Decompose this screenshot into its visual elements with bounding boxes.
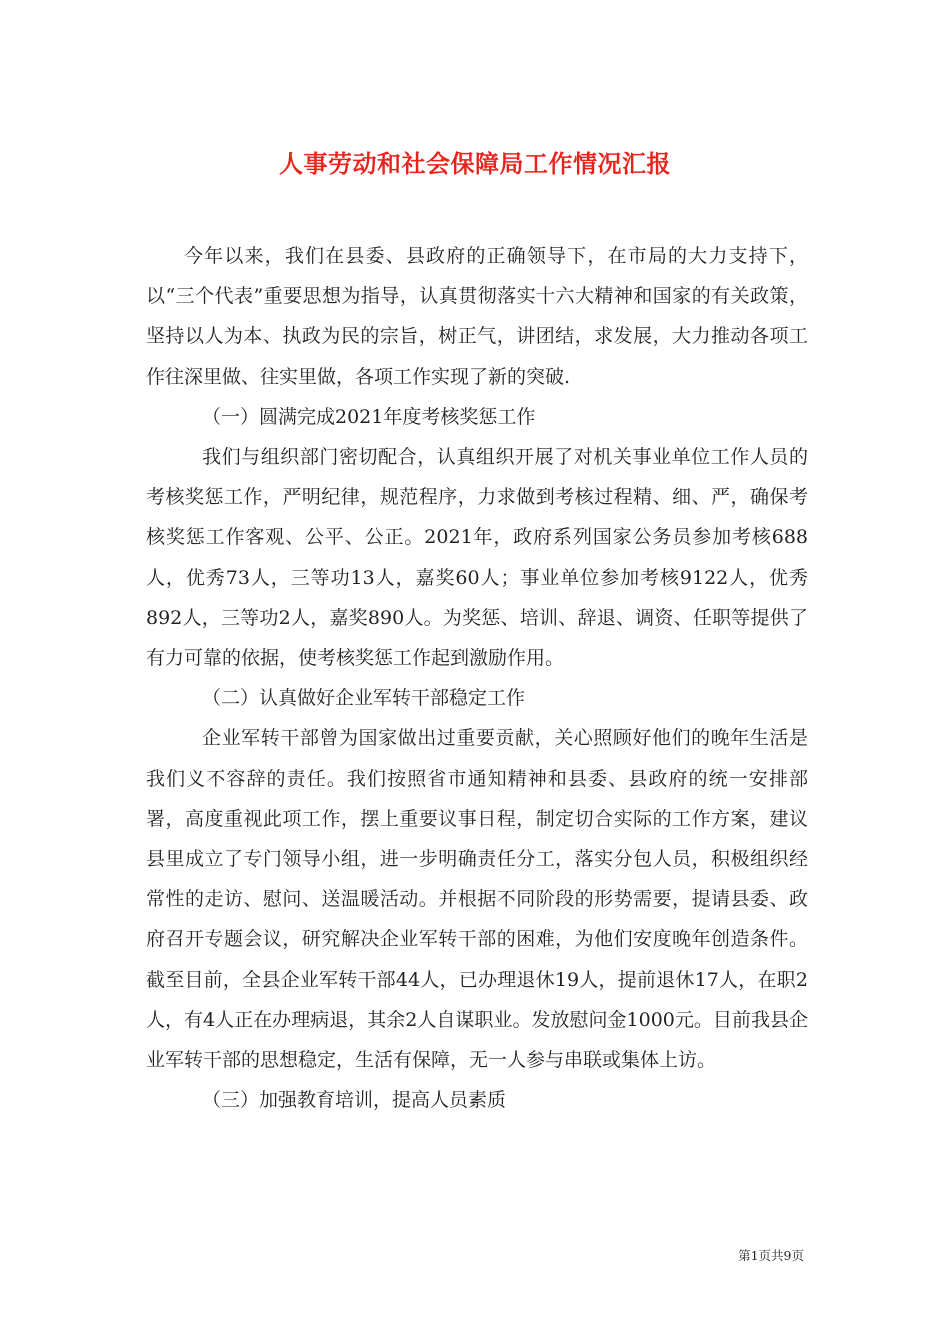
- section-1-heading: （一）圆满完成2021年度考核奖惩工作: [202, 405, 536, 428]
- document-body: [146, 236, 808, 1120]
- intro-paragraph: 今年以来，我们在县委、县政府的正确领导下，在市局的大力支持下，以“三个代表”重要思想为指导，认真贯彻落实十六大精神和国家的有关政策，坚持以人为本、执政为民的宗旨，树正气，讲团结，求发展，大力推动各项工作往深里做、往实里做，各项工作实现了新的突破.: [146, 245, 808, 388]
- page-number: 第1页共9页: [738, 1248, 804, 1263]
- section-1-paragraph: 我们与组织部门密切配合，认真组织开展了对机关事业单位工作人员的考核奖惩工作，严明纪律，规范程序，力求做到考核过程精、细、严，确保考核奖惩工作客观、公平、公正。2021年，政府系列国家公务员参加考核688人，优秀73人，三等功13人，嘉奖60人；事业单位参加考核9122人，优秀892人，三等功2人，嘉奖890人。为奖惩、培训、辞退、调资、任职等提供了有力可靠的依据，使考核奖惩工作起到激励作用。: [146, 446, 808, 670]
- page-title: 人事劳动和社会保障局工作情况汇报: [279, 149, 671, 179]
- section-2-heading: （二）认真做好企业军转干部稳定工作: [202, 687, 526, 710]
- section-2-paragraph: 企业军转干部曾为国家做出过重要贡献，关心照顾好他们的晚年生活是我们义不容辞的责任。我们按照省市通知精神和县委、县政府的统一安排部署，高度重视此项工作，摆上重要议事日程，制定切合实际的工作方案，建议县里成立了专门领导小组，进一步明确责任分工，落实分包人员，积极组织经常性的走访、慰问、送温暖活动。并根据不同阶段的形势需要，提请县委、政府召开专题会议，研究解决企业军转干部的困难，为他们安度晚年创造条件。截至目前，全县企业军转干部44人，已办理退休19人，提前退休17人，在职2人，有4人正在办理病退，其余2人自谋职业。发放慰问金1000元。目前我县企业军转干部的思想稳定，生活有保障，无一人参与串联或集体上访。: [146, 727, 808, 1072]
- section-3-heading: （三）加强教育培训，提高人员素质: [202, 1089, 507, 1112]
